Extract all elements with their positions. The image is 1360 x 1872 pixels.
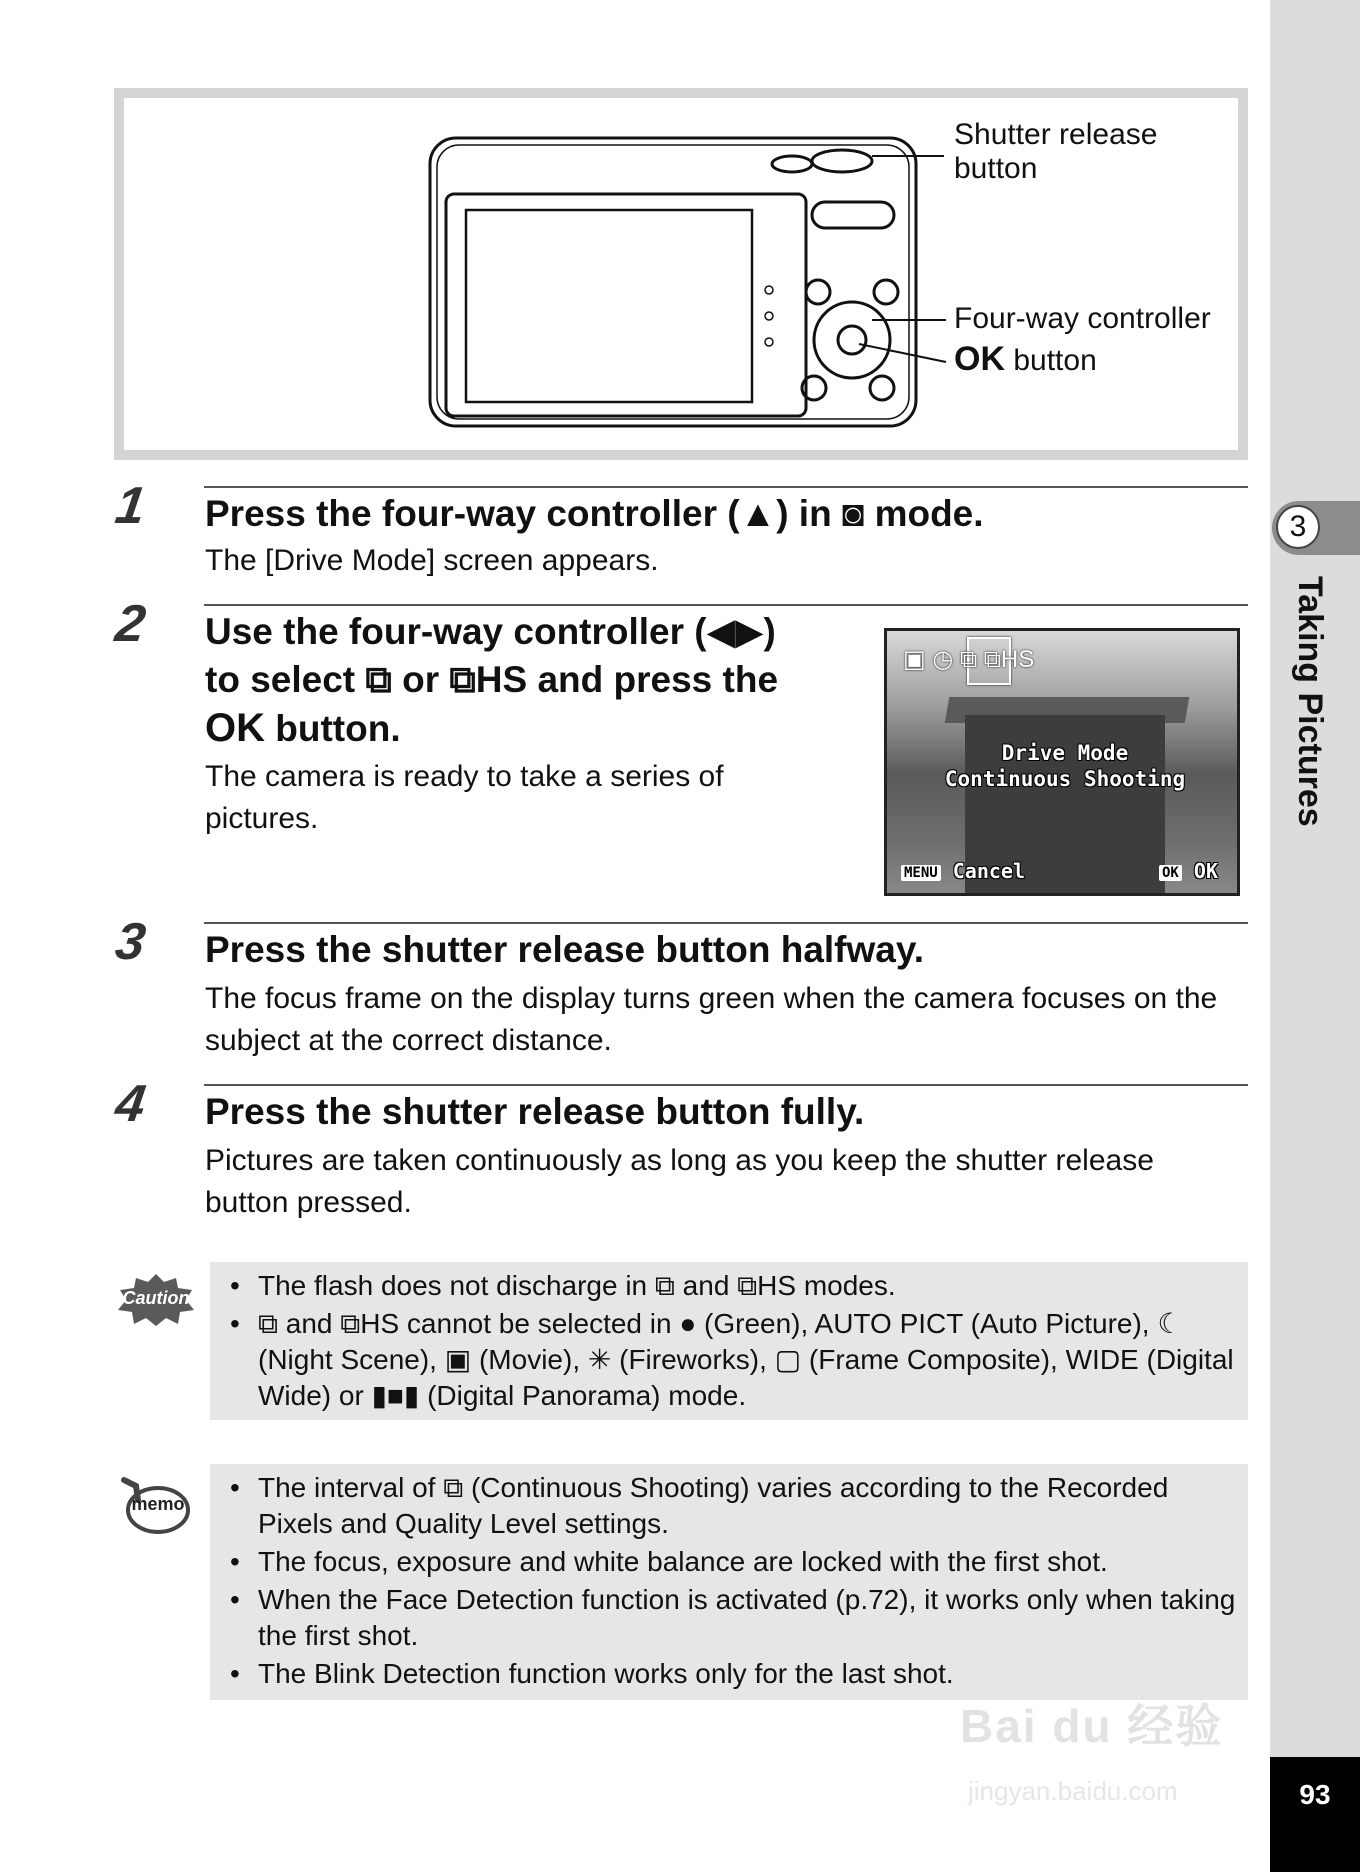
- green-button: [874, 280, 898, 304]
- ok-button-callout: [954, 342, 1097, 378]
- indicator-dot-2: [765, 312, 773, 320]
- ok-button-callout-label: button: [1013, 344, 1097, 377]
- step-2-divider: [204, 604, 1248, 606]
- step-3-divider: [204, 922, 1248, 924]
- step-2-number: 2: [111, 595, 147, 653]
- step-2-title-line-3-text: button.: [275, 708, 401, 749]
- page-number-box: [1270, 1757, 1360, 1872]
- power-button: [772, 156, 812, 172]
- ok-leader-line: [859, 344, 946, 362]
- memo-item: • The Blink Detection function works only for the last shot.: [230, 1656, 1236, 1692]
- memo-item: • The interval of ⧉ (Continuous Shooting) varies according to the Recorded Pixels and Quality Level settings.: [230, 1470, 1236, 1542]
- menu-key: MENU: [901, 865, 941, 881]
- cancel-label: Cancel: [952, 859, 1026, 883]
- caution-box: [210, 1262, 1248, 1420]
- step-4-description: Pictures are taken continuously as long as you keep the shutter release button pressed.: [205, 1144, 1154, 1219]
- shutter-button: [812, 150, 872, 172]
- memo-label: memo: [131, 1494, 185, 1514]
- lcd-screen: [466, 210, 752, 402]
- page-number: 93: [1299, 1779, 1331, 1810]
- ok-key: OK: [1159, 865, 1182, 881]
- baidu-watermark-url: jingyan.baidu.com: [968, 1776, 1178, 1806]
- caution-label: Caution: [122, 1288, 190, 1308]
- chapter-tab: [1272, 501, 1360, 555]
- ok-symbol: OK: [954, 340, 1005, 378]
- step-1-description: The [Drive Mode] screen appears.: [205, 544, 659, 577]
- step-3-title: Press the shutter release button halfway.: [205, 929, 924, 970]
- step-2-description: The camera is ready to take a series of pictures.: [205, 760, 724, 835]
- four-way-controller: [814, 302, 890, 378]
- caution-item: • ⧉ and ⧉HS cannot be selected in ● (Green), AUTO PICT (Auto Picture), ☾ (Night Scene), ▣ (Movie), ✳ (Fireworks), ▢ (Frame Composite), WIDE (Digital Wide) or ▮■▮ (Digital Panorama) mode.: [230, 1306, 1236, 1414]
- chapter-number: 3: [1276, 505, 1320, 549]
- memo-item: • When the Face Detection function is activated (p.72), it works only when taking the first shot.: [230, 1582, 1236, 1654]
- lcd-ok-hint: [1159, 859, 1218, 883]
- playback-button: [806, 280, 830, 304]
- step-1-divider: [204, 486, 1248, 488]
- baidu-watermark: Bai du 经验: [960, 1700, 1224, 1752]
- indicator-dot-3: [765, 338, 773, 346]
- zoom-lever: [812, 202, 894, 228]
- step-1-title: Press the four-way controller (▲) in ◙ mode.: [205, 493, 984, 534]
- step-2-title-line-3: [205, 704, 865, 753]
- ok-button: [838, 326, 866, 354]
- step-4-divider: [204, 1084, 1248, 1086]
- memo-item: • The focus, exposure and white balance are locked with the first shot.: [230, 1544, 1236, 1580]
- step-4-title: Press the shutter release button fully.: [205, 1091, 865, 1132]
- lcd-cancel-hint: [901, 859, 1025, 883]
- ok-label: OK: [1193, 859, 1218, 883]
- step-2-title-line-2: to select ⧉ or ⧉HS and press the: [205, 659, 779, 700]
- ok-symbol: OK: [205, 706, 265, 750]
- chapter-sidebar: [1270, 0, 1360, 1872]
- step-3-number: 3: [111, 913, 147, 971]
- step-1-number: 1: [111, 477, 147, 535]
- four-way-controller-callout: Four-way controller: [954, 302, 1211, 335]
- step-2-title-line-1: Use the four-way controller (◀▶): [205, 611, 776, 652]
- camera-body: [430, 138, 916, 426]
- indicator-dot-1: [765, 286, 773, 294]
- drive-mode-value: Continuous Shooting: [944, 767, 1186, 791]
- drive-mode-icons: ▣ ◷ ⧉ ⧉HS: [903, 646, 1035, 673]
- step-4-number: 4: [111, 1075, 147, 1133]
- camera-diagram: [114, 88, 1248, 460]
- chapter-title-text: Taking Pictures: [1291, 576, 1329, 827]
- step-3-description: The focus frame on the display turns green when the camera focuses on the subject at the correct distance.: [205, 982, 1218, 1057]
- chapter-title: [1271, 576, 1360, 876]
- drive-mode-title: Drive Mode: [1001, 741, 1129, 765]
- memo-box: [210, 1464, 1248, 1700]
- step-2-title: [205, 608, 865, 753]
- drive-mode-screen-image: [884, 628, 1240, 896]
- delete-button: [870, 376, 894, 400]
- caution-item: • The flash does not discharge in ⧉ and ⧉HS modes.: [230, 1268, 1236, 1304]
- camera-body-inner: [437, 145, 909, 419]
- shutter-release-callout: Shutter release button: [954, 118, 1158, 185]
